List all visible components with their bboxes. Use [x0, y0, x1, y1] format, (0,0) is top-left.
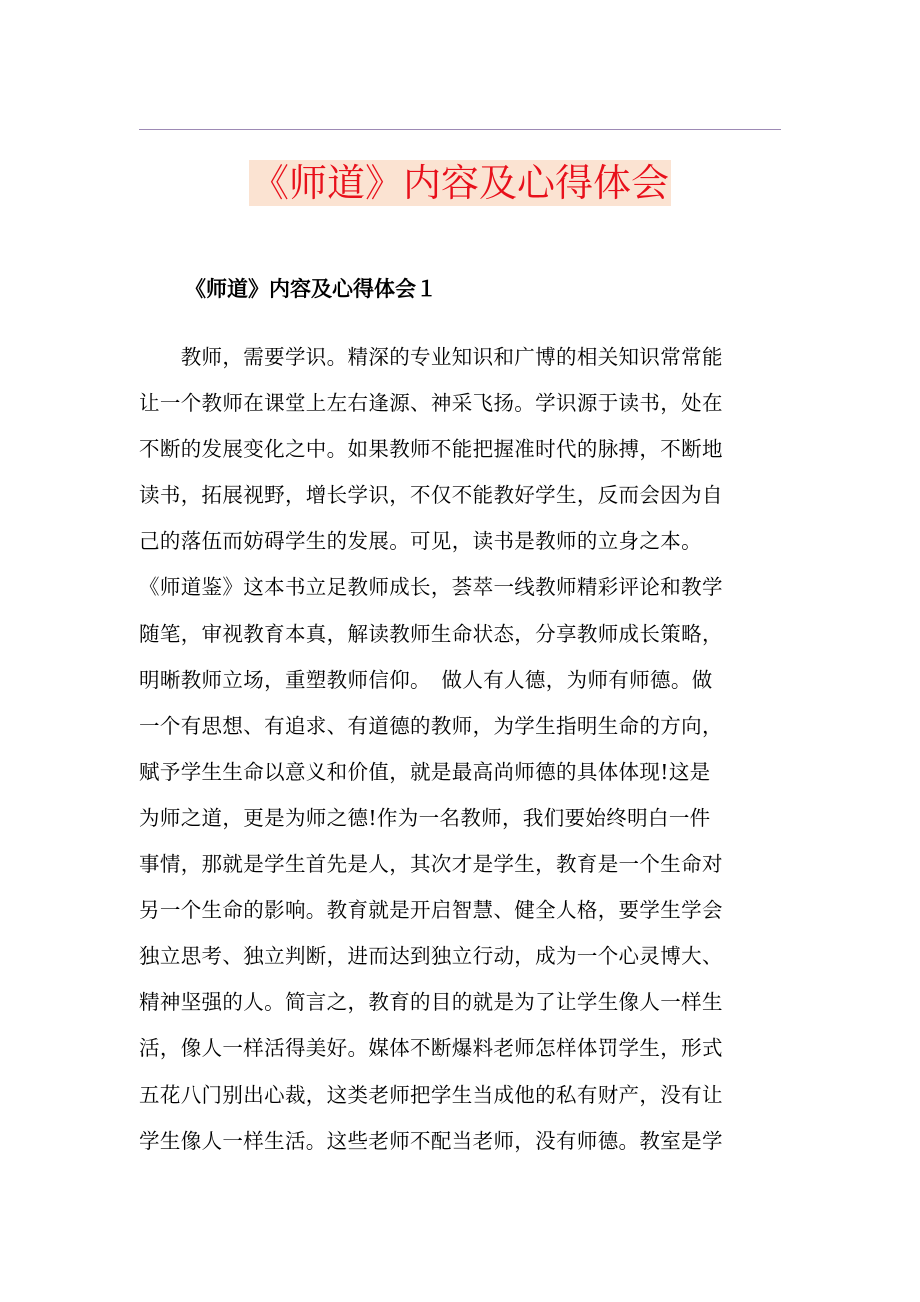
body-text-line: 精神坚强的人。简言之，教育的目的就是为了让学生像人一样生	[139, 990, 723, 1015]
body-text-line: 事情，那就是学生首先是人，其次才是学生，教育是一个生命对	[139, 852, 723, 877]
body-text-line: 《师道鉴》这本书立足教师成长，荟萃一线教师精彩评论和教学	[139, 575, 723, 600]
body-text-line: 学生像人一样生活。这些老师不配当老师，没有师德。教室是学	[139, 1128, 723, 1153]
body-text-line: 赋予学生生命以意义和价值，就是最高尚师德的具体体现!这是	[139, 759, 711, 784]
body-text-line: 为师之道，更是为师之德!作为一名教师，我们要始终明白一件	[139, 805, 711, 830]
header-rule	[139, 129, 781, 130]
body-text-line: 独立思考、独立判断，进而达到独立行动，成为一个心灵博大、	[139, 944, 723, 969]
body-text	[139, 334, 789, 1164]
body-text-line: 一个有思想、有追求、有道德的教师，为学生指明生命的方向，	[139, 713, 723, 738]
body-text-line: 五花八门别出心裁，这类老师把学生当成他的私有财产，没有让	[139, 1082, 723, 1107]
body-text-line: 教师，需要学识。精深的专业知识和广博的相关知识常常能	[139, 345, 723, 369]
body-text-line: 活，像人一样活得美好。媒体不断爆料老师怎样体罚学生，形式	[139, 1036, 723, 1061]
body-text-line: 让一个教师在课堂上左右逢源、神采飞扬。学识源于读书，处在	[139, 391, 723, 416]
title-block	[0, 160, 920, 206]
body-text-line: 不断的发展变化之中。如果教师不能把握准时代的脉搏，不断地	[139, 437, 723, 462]
section-heading: 《师道》内容及心得体会１	[185, 277, 437, 301]
document-title: 《师道》内容及心得体会	[250, 161, 669, 205]
body-text-line: 另一个生命的影响。教育就是开启智慧、健全人格，要学生学会	[139, 898, 723, 923]
body-text-line: 己的落伍而妨碍学生的发展。可见，读书是教师的立身之本。	[139, 529, 702, 554]
body-text-line: 明晰教师立场，重塑教师信仰。 做人有人德，为师有师德。做	[139, 667, 713, 692]
body-text-line: 随笔，审视教育本真，解读教师生命状态，分享教师成长策略，	[139, 621, 723, 646]
body-text-line: 读书，拓展视野，增长学识，不仅不能教好学生，反而会因为自	[139, 483, 723, 508]
